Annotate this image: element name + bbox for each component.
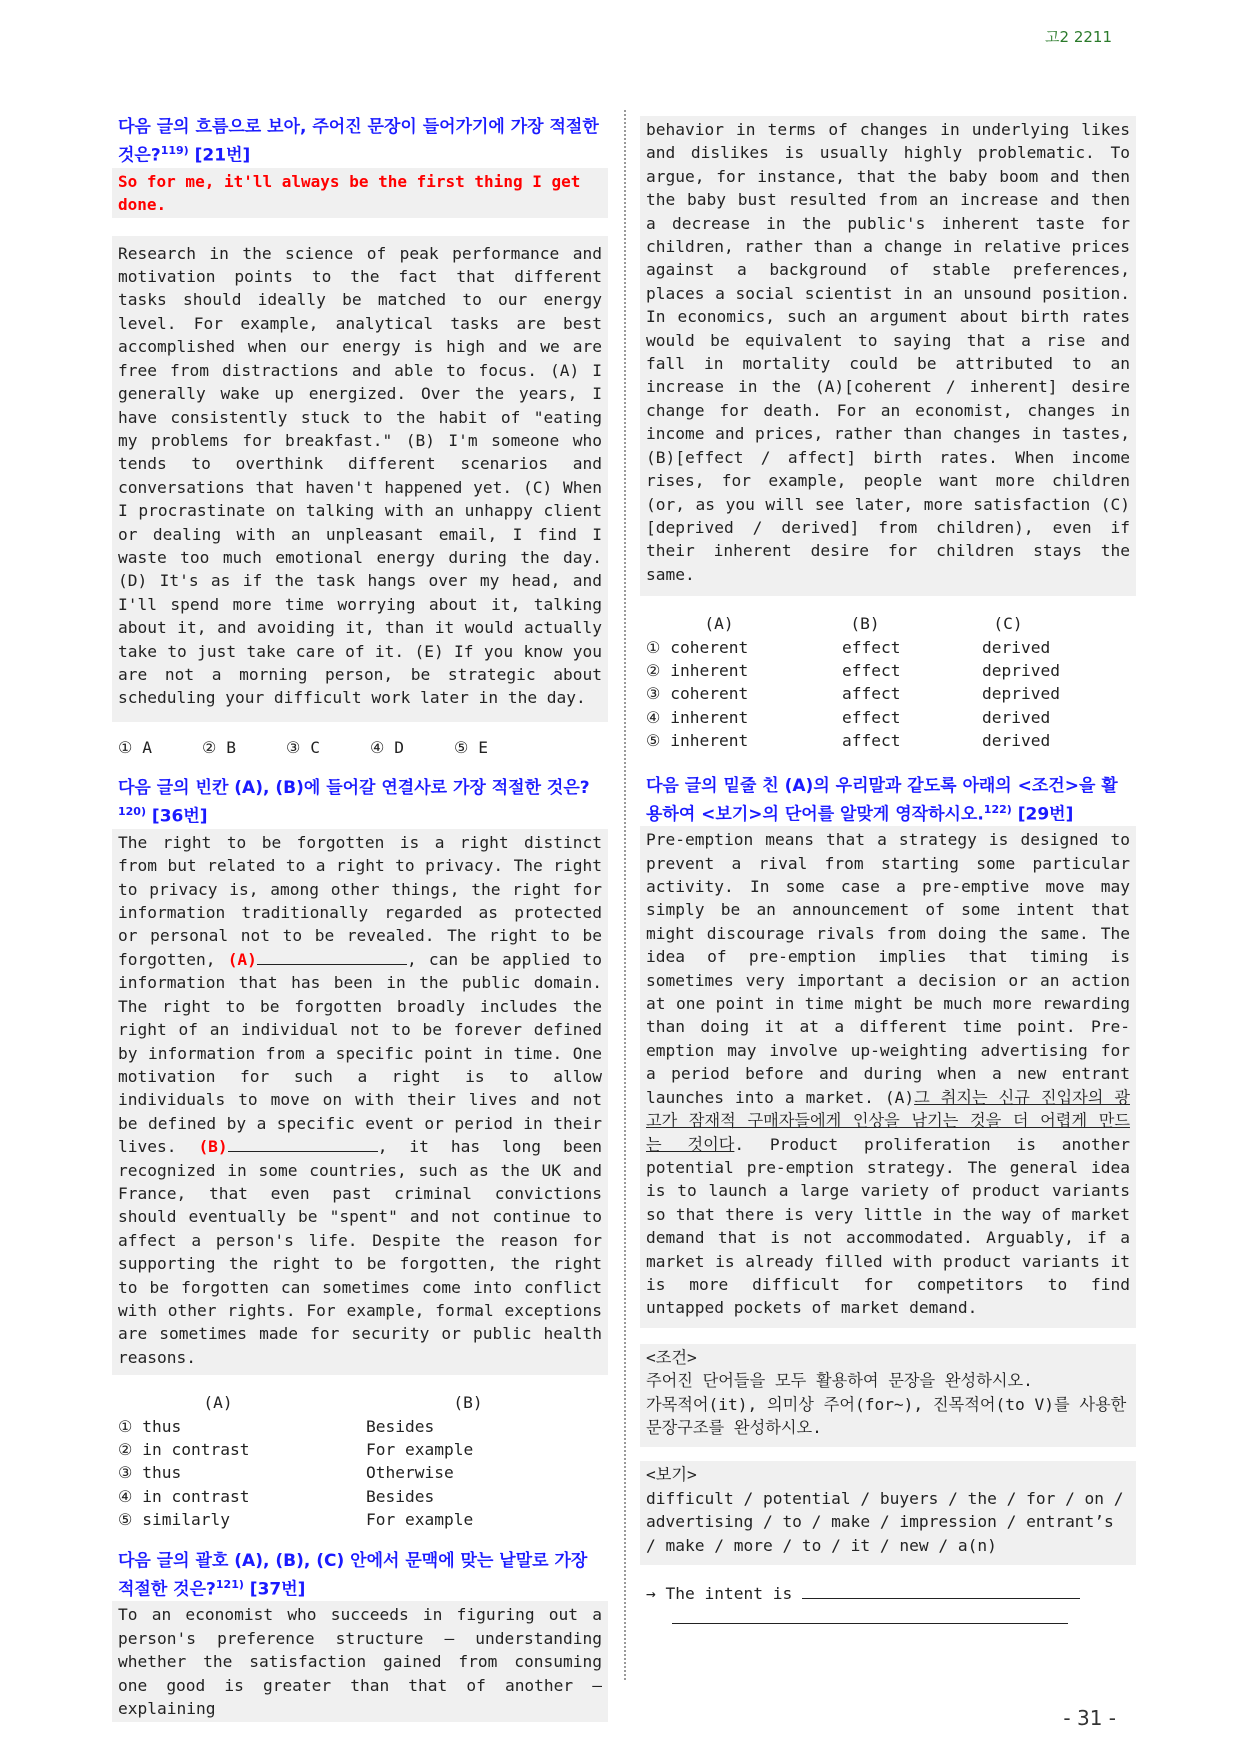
q119-choice-4[interactable]: ④ D [370,737,405,757]
answer-prefix: → The intent is [646,1584,793,1603]
exam-code: 고2 2211 [1045,28,1112,46]
column-divider [624,110,626,1680]
condition-box [640,1344,1136,1448]
q120-choices: (A) (B) ① thus Besides ② in contrast For example ③ thus Otherwise ④ in contrast Besides ⑤ similarly For example [112,1389,608,1533]
q122-passage: Pre-emption means that a strategy is designed to prevent a rival from starting some particular activity. In some case a pre-emptive move may simply be an announcement of some intent that might discourage rivals from doing the same. The idea of pre-emption implies that timing is sometimes very important a decision or an action at one point in time might be much more rewarding than doing it at a different time point. Pre-emption may involve up-weighting advertising for a period before and during when a new entrant launches into a market. (A)그 취지는 신규 진입자의 광고가 잠재적 구매자들에게 인상을 남기는 것을 더 어렵게 만드는 것이다. Product proliferation is another potential pre-emption strategy. The general idea is to launch a large variety of product variants so that there is very little in the way of market demand that is not accommodated. Arguably, if a market is already filled with product variants it is more difficult for competitors to find untapped pockets of market demand. [640,826,1136,1328]
q119-choice-2[interactable]: ② B [202,737,237,757]
left-column [112,116,608,1722]
q120-passage: The right to be forgotten is a right distinct from but related to a right to privacy. The right to privacy is, among other things, the right for information traditionally regarded as protected or personal not to be revealed. The right to be forgotten, (A) , can be applied to information that has been in the public domain. The right to be forgotten broadly includes the right of an individual not to be forever defined by information from a specific point in time. One motivation for such a right is to allow individuals to move on with their lives and not be defined by a specific event or period in their lives. (B) , it has long been recognized in some countries, such as the UK and France, that even past criminal convictions should eventually be "spent" and not continue to affect a person's life. Despite the reason for supporting the right to be forgotten, the right to be forgotten can sometimes come into conflict with other rights. For example, formal exceptions are sometimes made for security or public health reasons. [112,829,608,1375]
q121-passage-part2: behavior in terms of changes in underlying likes and dislikes is usually highly problematic. To argue, for instance, that the baby boom and then the baby bust resulted from an increase and then a decrease in the public's inherent taste for children, rather than a change in relative prices against a background of stable preferences, places a social scientist in an unsound position. In economics, such an argument about birth rates would be equivalent to saying that a rise and fall in mortality could be attributed to an increase in the (A)[coherent / inherent] desire change for death. For an economist, changes in income and prices, rather than changes in tastes, (B)[effect / affect] birth rates. When income rises, for example, people want more children (or, as you will see later, more satisfaction (C)[deprived / derived] from children), even if their inherent desire for children stays the same. [640,116,1136,596]
underlined-korean: 그 취지는 신규 진입자의 광고가 잠재적 구매자들에게 인상을 남기는 것을 더 어렵게 만드는 것이다 [646,1087,1130,1154]
answer-area [640,1581,1136,1631]
q121-choice-2[interactable]: ② inherent effect deprived [646,660,1060,680]
q120-choice-4[interactable]: ④ in contrast Besides [118,1486,435,1506]
q119-title: 다음 글의 흐름으로 보아, 주어진 문장이 들어가기에 가장 적절한 것은?$^{119)}$ [21번] [118,117,599,166]
blank-b-label: (B) [198,1137,228,1157]
q120-choice-3[interactable]: ③ thus Otherwise [118,1463,454,1483]
right-column [640,116,1136,1631]
answer-line-1[interactable] [802,1583,1080,1599]
q120-choice-5[interactable]: ⑤ similarly For example [118,1510,474,1530]
word-box-words: difficult / potential / buyers / the / for / on / advertising / to / make / impression / entrant’s / make / more / to / it / new / a(n) [646,1488,1124,1555]
condition-line-1: 주어진 단어들을 모두 활용하여 문장을 완성하시오. [646,1371,1033,1391]
word-box-label: <보기> [646,1465,697,1485]
condition-label: <조건> [646,1347,697,1367]
word-box [640,1461,1136,1565]
q120-title: 다음 글의 빈칸 (A), (B)에 들어갈 연결사로 가장 적절한 것은?$^{120)}$ [36번] [118,778,590,827]
q121-choice-1[interactable]: ① coherent effect derived [646,637,1051,657]
q121-choices: (A) (B) (C) ① coherent effect derived ② inherent effect deprived ③ coherent affect deprived ④ inherent effect derived ⑤ inherent affect derived [640,610,1136,754]
q119-choice-5[interactable]: ⑤ E [454,737,489,757]
blank-b[interactable] [228,1138,378,1152]
q119-choices [112,734,608,761]
blank-a[interactable] [257,951,407,965]
blank-a-label: (A) [227,949,257,969]
q121-choice-5[interactable]: ⑤ inherent affect derived [646,731,1051,751]
q121-choice-4[interactable]: ④ inherent effect derived [646,707,1051,727]
q121-title: 다음 글의 괄호 (A), (B), (C) 안에서 문맥에 맞는 낱말로 가장 적절한 것은?$^{121)}$ [37번] [118,1550,588,1600]
q121-passage-part1: To an economist who succeeds in figuring out a person's preference structure — understanding whether the satisfaction gained from consuming one good is greater than that of another — explaining [112,1601,608,1722]
q119-choice-1[interactable]: ① A [118,737,153,757]
q119-passage: Research in the science of peak performance and motivation points to the fact that different tasks should ideally be matched to our energy level. For example, analytical tasks are best accomplished when our energy is high and we are free from distractions and able to focus. (A) I generally wake up energized. Over the years, I have consistently stuck to the habit of "eating my problems for breakfast." (B) I'm someone who tends to overthink different scenarios and conversations that haven't happened yet. (C) When I procrastinate on talking with an unhappy client or dealing with an unpleasant email, I find I waste too much emotional energy during the day. (D) It's as if the task hangs over my head, and I'll spend more time worrying about it, talking about it, and avoiding it, than it would actually take to just take care of it. (E) If you know you are not a morning person, be strategic about scheduling your difficult work later in the day. [112,236,608,722]
q119-given-sentence: So for me, it'll always be the first thing I get done. [112,168,608,218]
q122-title: 다음 글의 밑줄 친 (A)의 우리말과 같도록 아래의 <조건>을 활용하여 <보기>의 단어를 알맞게 영작하시오.$^{122)}$ [29번] [646,775,1118,825]
answer-line-2[interactable] [672,1606,1068,1624]
page-number: - 31 - [1063,1706,1116,1730]
condition-line-2: 가목적어(it), 의미상 주어(for~), 진목적어(to V)를 사용한 문장구조를 완성하시오. [646,1394,1127,1437]
q121-choice-3[interactable]: ③ coherent affect deprived [646,684,1060,704]
q120-choice-2[interactable]: ② in contrast For example [118,1440,474,1459]
q119-choice-3[interactable]: ③ C [286,737,321,757]
q120-choice-1[interactable]: ① thus Besides [118,1416,435,1436]
